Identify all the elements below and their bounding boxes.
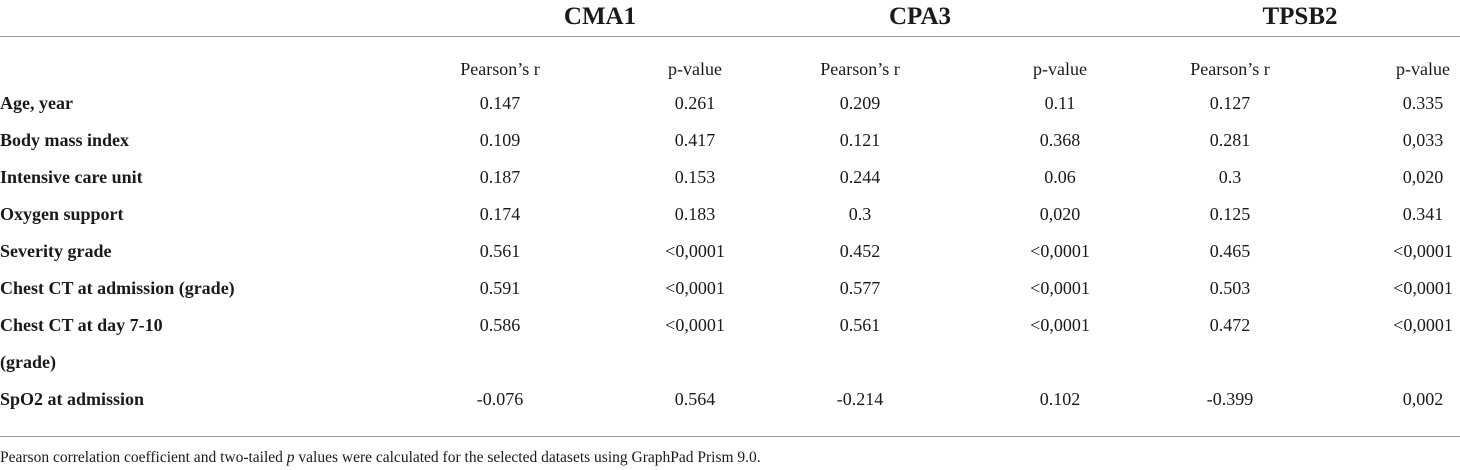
group-header-cma1: CMA1 (563, 3, 637, 30)
table-cell: 0.417 (674, 130, 716, 150)
table-cell: <0,0001 (665, 315, 725, 335)
sub-header-pearson-cma1: Pearson’s r (460, 59, 540, 79)
table-row (0, 270, 1460, 307)
table-cell: 0.261 (674, 93, 716, 113)
table-cell: 0.281 (1209, 130, 1251, 150)
table-cell: 0.341 (1402, 204, 1444, 224)
row-label: Severity grade (0, 241, 112, 261)
table-cell: 0.591 (479, 278, 521, 298)
table-cell: <0,0001 (1393, 278, 1453, 298)
table-cell: 0.335 (1402, 93, 1444, 113)
table-cell: 0,020 (1039, 204, 1081, 224)
table-cell: 0.06 (1044, 167, 1076, 187)
table-cell: 0.183 (674, 204, 716, 224)
sub-header-pearson-cpa3: Pearson’s r (820, 59, 900, 79)
table-cell: 0.564 (674, 389, 716, 409)
table-cell: 0.102 (1039, 389, 1081, 409)
table-row (0, 85, 1460, 122)
table-cell: 0.11 (1044, 93, 1076, 113)
table-cell: <0,0001 (1393, 241, 1453, 261)
group-header-cpa3: CPA3 (888, 3, 952, 30)
footnote-text-after: values were calculated for the selected datasets using GraphPad Prism 9.0. (294, 449, 761, 466)
row-label: SpO2 at admission (0, 389, 145, 409)
table-cell: 0.561 (479, 241, 521, 261)
table-cell: -0.399 (1206, 389, 1254, 409)
table-cell: 0.187 (479, 167, 521, 187)
table-cell: 0.503 (1209, 278, 1251, 298)
table-cell: <0,0001 (1030, 241, 1090, 261)
table-cell: 0,033 (1402, 130, 1444, 150)
table-cell: 0.465 (1209, 241, 1251, 261)
row-label: Body mass index (0, 130, 130, 150)
table-cell: 0.3 (1218, 167, 1242, 187)
sub-header-pvalue-cpa3: p-value (1033, 59, 1087, 79)
table-cell: 0,020 (1402, 167, 1444, 187)
group-header-tpsb2: TPSB2 (1262, 3, 1338, 30)
table-cell: 0.109 (479, 130, 521, 150)
table-cell: <0,0001 (665, 241, 725, 261)
table-row (0, 307, 1460, 344)
table-row (0, 196, 1460, 233)
table-cell: <0,0001 (665, 278, 725, 298)
footnote (0, 448, 761, 468)
footnote-text-italic: p (286, 449, 295, 466)
sub-header-pvalue-tpsb2: p-value (1396, 59, 1450, 79)
table-cell: 0,002 (1402, 389, 1444, 409)
table-cell: <0,0001 (1030, 315, 1090, 335)
table-cell: 0.174 (479, 204, 521, 224)
row-label: (grade) (0, 352, 56, 372)
table-cell: 0.147 (479, 93, 521, 113)
table-cell: <0,0001 (1030, 278, 1090, 298)
table-cell: 0.244 (839, 167, 881, 187)
table-cell: 0.452 (839, 241, 881, 261)
row-label: Chest CT at day 7-10 (0, 315, 163, 335)
row-label: Oxygen support (0, 204, 124, 224)
table-cell: 0.561 (839, 315, 881, 335)
row-label: Age, year (0, 93, 73, 113)
table-cell: 0.153 (674, 167, 716, 187)
footnote-text-before: Pearson correlation coefficient and two-tailed (0, 449, 287, 466)
table-cell: -0.076 (476, 389, 524, 409)
table-row (0, 122, 1460, 159)
table-cell: 0.125 (1209, 204, 1251, 224)
table-cell: 0.577 (839, 278, 881, 298)
table-cell: 0.121 (839, 130, 881, 150)
table-row (0, 344, 1460, 381)
table-cell: -0.214 (836, 389, 884, 409)
table-row (0, 233, 1460, 270)
table-cell: <0,0001 (1393, 315, 1453, 335)
table-row (0, 159, 1460, 196)
sub-header-pvalue-cma1: p-value (668, 59, 722, 79)
sub-header-pearson-tpsb2: Pearson’s r (1190, 59, 1270, 79)
row-label: Chest CT at admission (grade) (0, 278, 235, 298)
table-cell: 0.209 (839, 93, 881, 113)
table-cell: 0.3 (848, 204, 872, 224)
header-rule-top (0, 36, 1460, 37)
table-cell: 0.472 (1209, 315, 1251, 335)
row-label: Intensive care unit (0, 167, 143, 187)
table-cell: 0.368 (1039, 130, 1081, 150)
table-cell: 0.127 (1209, 93, 1251, 113)
table-rule-bottom (0, 436, 1460, 437)
table-cell: 0.586 (479, 315, 521, 335)
table-row (0, 381, 1460, 418)
